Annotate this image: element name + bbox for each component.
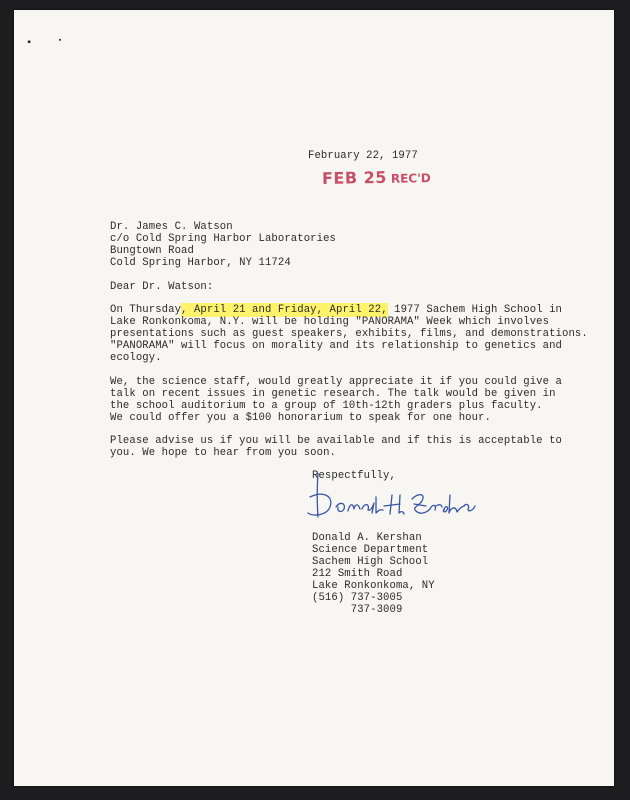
text-segment: On Thursday <box>110 304 182 316</box>
salutation: Dear Dr. Watson: <box>110 281 214 293</box>
sender-line: 212 Smith Road <box>312 568 403 580</box>
sender-line: Lake Ronkonkoma, NY <box>312 580 435 592</box>
paragraph-line: ecology. <box>110 352 162 364</box>
recipient-line: c/o Cold Spring Harbor Laboratories <box>110 233 337 245</box>
paragraph-line: Please advise us if you will be available and if this is acceptable to <box>110 435 563 447</box>
received-stamp <box>322 167 431 188</box>
paragraph-line: We could offer you a $100 honorarium to speak for one hour. <box>110 412 491 424</box>
recipient-line: Bungtown Road <box>110 245 194 257</box>
paragraph-line: you. We hope to hear from you soon. <box>110 447 337 459</box>
page-mark: ▪ <box>26 38 33 49</box>
sender-line: Sachem High School <box>312 556 429 568</box>
paragraph-line: talk on recent issues in genetic research. The talk would be given in <box>110 388 556 400</box>
highlighted-dates: , April 21 and Friday, April 22, <box>181 304 388 316</box>
paragraph-line: "PANORAMA" will focus on morality and its relationship to genetics and <box>110 340 563 352</box>
sender-phone: (516) 737-3005 <box>312 592 403 604</box>
recipient-line: Dr. James C. Watson <box>110 221 233 233</box>
paragraph-line: Lake Ronkonkoma, N.Y. will be holding "PANORAMA" Week which involves <box>110 316 550 328</box>
paragraph-line: We, the science staff, would greatly appreciate it if you could give a <box>110 376 563 388</box>
paragraph-line <box>110 304 562 316</box>
letter-date: February 22, 1977 <box>308 150 418 162</box>
stamp-label: REC'D <box>390 171 431 186</box>
text-segment: 1977 Sachem High School in <box>387 304 563 316</box>
letter-page <box>14 10 614 786</box>
sender-line: Science Department <box>312 544 429 556</box>
recipient-line: Cold Spring Harbor, NY 11724 <box>110 257 291 269</box>
closing: Respectfully, <box>312 470 396 482</box>
page-mark: ▪ <box>58 37 63 45</box>
handwritten-signature <box>300 473 480 521</box>
sender-phone: 737-3009 <box>312 604 403 616</box>
paragraph-line: presentations such as guest speakers, exhibits, films, and demonstrations. <box>110 328 588 340</box>
stamp-date: FEB 25 <box>321 167 388 188</box>
sender-line: Donald A. Kershan <box>312 532 422 544</box>
paragraph-line: the school auditorium to a group of 10th-12th graders plus faculty. <box>110 400 543 412</box>
